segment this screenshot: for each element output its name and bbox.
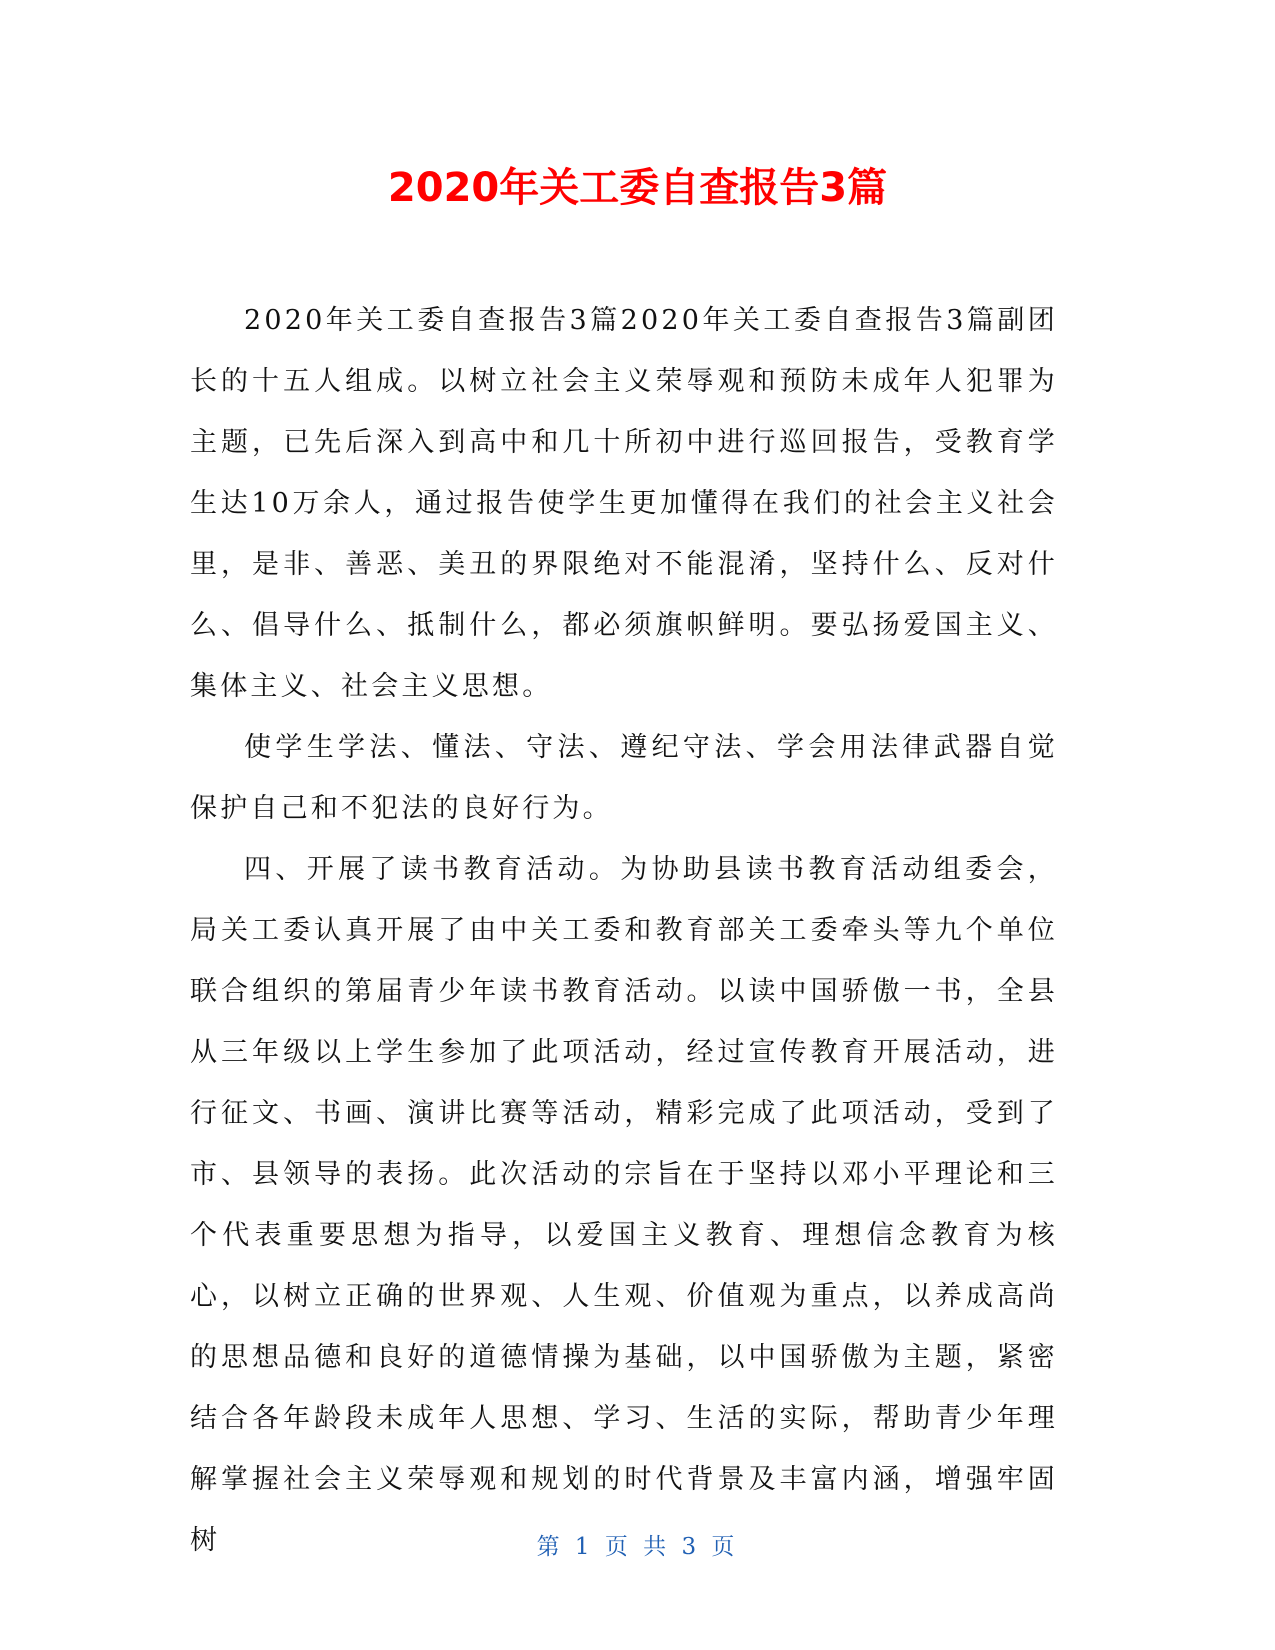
paragraph-3: 四、开展了读书教育活动。为协助县读书教育活动组委会，局关工委认真开展了由中关工委和教育部关工委牵头等九个单位联合组织的第届青少年读书教育活动。以读中国骄傲一书，全县从三年级以上学生参加了此项活动，经过宣传教育开展活动，进行征文、书画、演讲比赛等活动，精彩完成了此项活动，受到了市、县领导的表扬。此次活动的宗旨在于坚持以邓小平理论和三个代表重要思想为指导，以爱国主义教育、理想信念教育为核心，以树立正确的世界观、人生观、价值观为重点，以养成高尚的思想品德和良好的道德情操为基础，以中国骄傲为主题，紧密结合各年龄段未成年人思想、学习、生活的实际，帮助青少年理解掌握社会主义荣辱观和规划的时代背景及丰富内涵，增强牢固树 xyxy=(190,854,1058,1556)
paragraph-2: 使学生学法、懂法、守法、遵纪守法、学会用法律武器自觉保护自己和不犯法的良好行为。 xyxy=(190,732,1058,824)
document-body xyxy=(190,290,1058,1571)
page-number-footer: 第 1 页 共 3 页 xyxy=(536,1534,739,1560)
document-title: 2020年关工委自查报告3篇 xyxy=(387,165,888,211)
paragraph-1: 2020年关工委自查报告3篇2020年关工委自查报告3篇副团长的十五人组成。以树立社会主义荣辱观和预防未成年人犯罪为主题，已先后深入到高中和几十所初中进行巡回报告，受教育学生达10万余人，通过报告使学生更加懂得在我们的社会主义社会里，是非、善恶、美丑的界限绝对不能混淆，坚持什么、反对什么、倡导什么、抵制什么，都必须旗帜鲜明。要弘扬爱国主义、集体主义、社会主义思想。 xyxy=(190,305,1058,702)
